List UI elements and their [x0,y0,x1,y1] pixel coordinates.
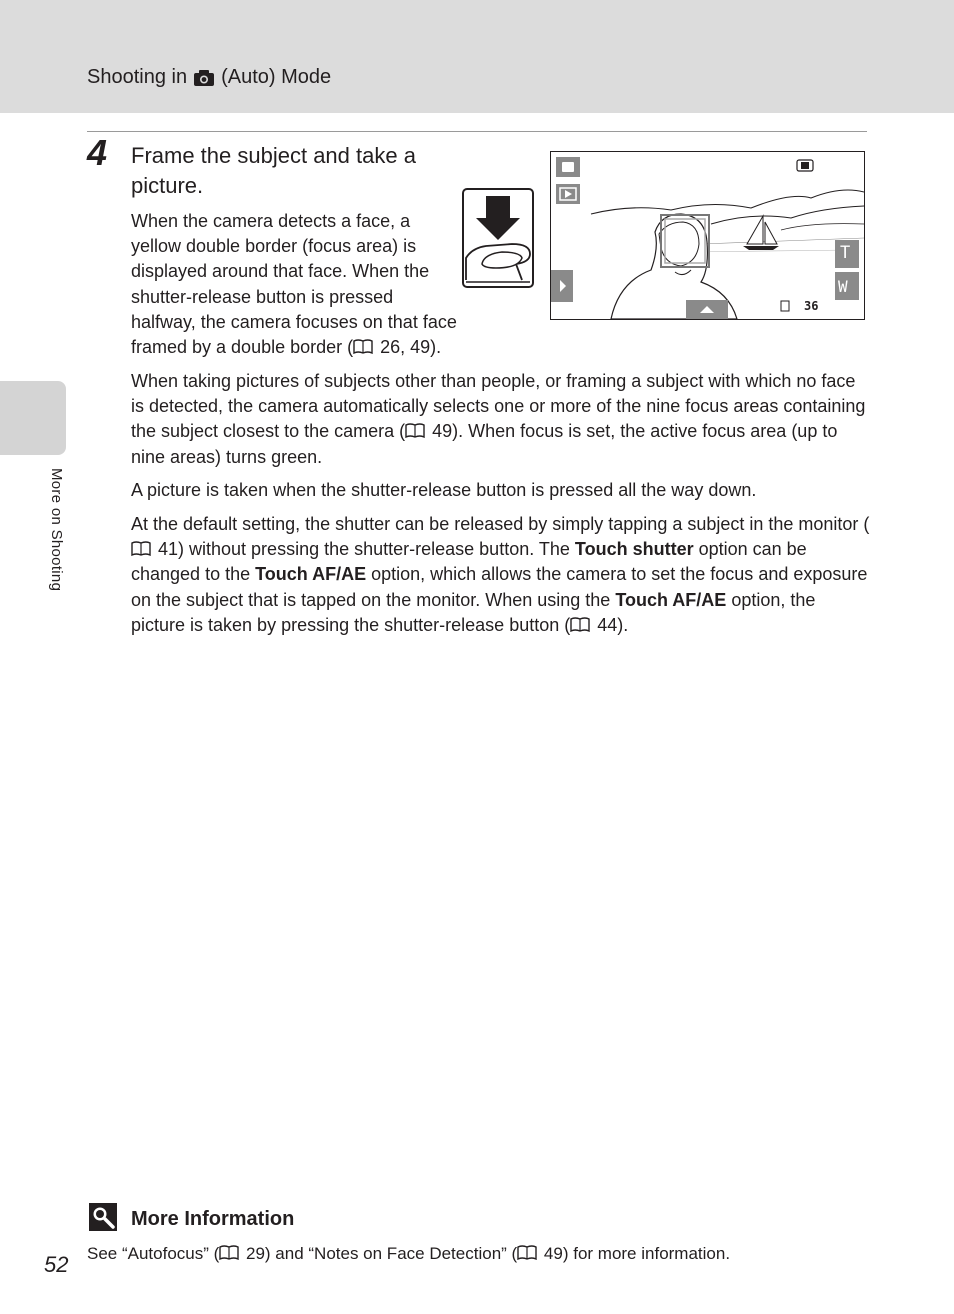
p4-text-f: 44). [592,614,629,635]
page-header [87,66,331,89]
book-reference-icon [353,339,373,354]
monitor-scene [551,152,864,319]
paragraph-focus-areas [131,369,871,470]
book-reference-icon [131,541,151,556]
paragraph-face-detection [131,209,461,360]
p4-text-c: option can be changed to the [131,539,807,585]
paragraph-touch-shutter [131,512,871,638]
shutter-button-illustration [462,188,534,288]
p4-text-d: option, which allows the camera to set the focus and exposure on the subject that is tapped on the monitor. When using the [131,564,868,610]
chapter-tab [0,381,66,455]
p4-text-e: option, the picture is taken by pressing the shutter-release button ( [131,589,816,635]
page-number: 52 [44,1252,69,1277]
magnifier-info-icon [89,1203,117,1231]
step-number: 4 [87,132,108,173]
more-info-title: More Information [131,1208,295,1230]
more-info-text-a: See “Autofocus” ( [87,1244,220,1263]
p2-text-b: 49). When focus is set, the active focus area (up to nine areas) turns green. [131,421,838,467]
touch-shutter-term: Touch shutter [574,539,694,560]
exposures-remaining: 36 [804,299,819,313]
touch-af-ae-term: Touch AF/AE [255,564,367,585]
more-info-text [87,1244,730,1264]
p2-text-a: When taking pictures of subjects other than people, or framing a subject with which no face is detected, the camera automatically selects one or more of the nine focus areas containing the subject closest to the camera ( [131,371,866,442]
camera-icon [193,69,215,87]
chapter-label: More on Shooting [48,468,65,592]
p4-text-b: 41) without pressing the shutter-release button. The [153,539,575,560]
paragraph-shutter-press: A picture is taken when the shutter-release button is pressed all the way down. [131,480,757,500]
camera-monitor-illustration [550,151,865,320]
book-reference-icon [517,1245,537,1260]
touch-af-ae-term: Touch AF/AE [615,589,727,610]
book-reference-icon [405,423,425,438]
header-title-before: Shooting in [87,66,188,88]
book-reference-icon [570,617,590,632]
section-divider [87,131,867,132]
p4-text-a: At the default setting, the shutter can be released by simply tapping a subject in the monitor ( [131,514,870,534]
header-title-after: (Auto) Mode [221,66,332,88]
book-reference-icon [219,1245,239,1260]
zoom-tele-label: T [840,243,851,263]
more-info-text-c: 49) for more information. [539,1244,731,1263]
p1-text: When the camera detects a face, a yellow double border (focus area) is displayed around that face. When the shutter-release button is pressed halfway, the camera focuses on that face framed by a double border ( [131,211,457,358]
step-title: Frame the subject and take a picture. [131,143,416,198]
p1-ref: 26, 49). [375,337,442,358]
header-band [0,0,954,113]
zoom-wide-label: W [838,277,848,296]
more-info-text-b: 29) and “Notes on Face Detection” ( [241,1244,518,1263]
